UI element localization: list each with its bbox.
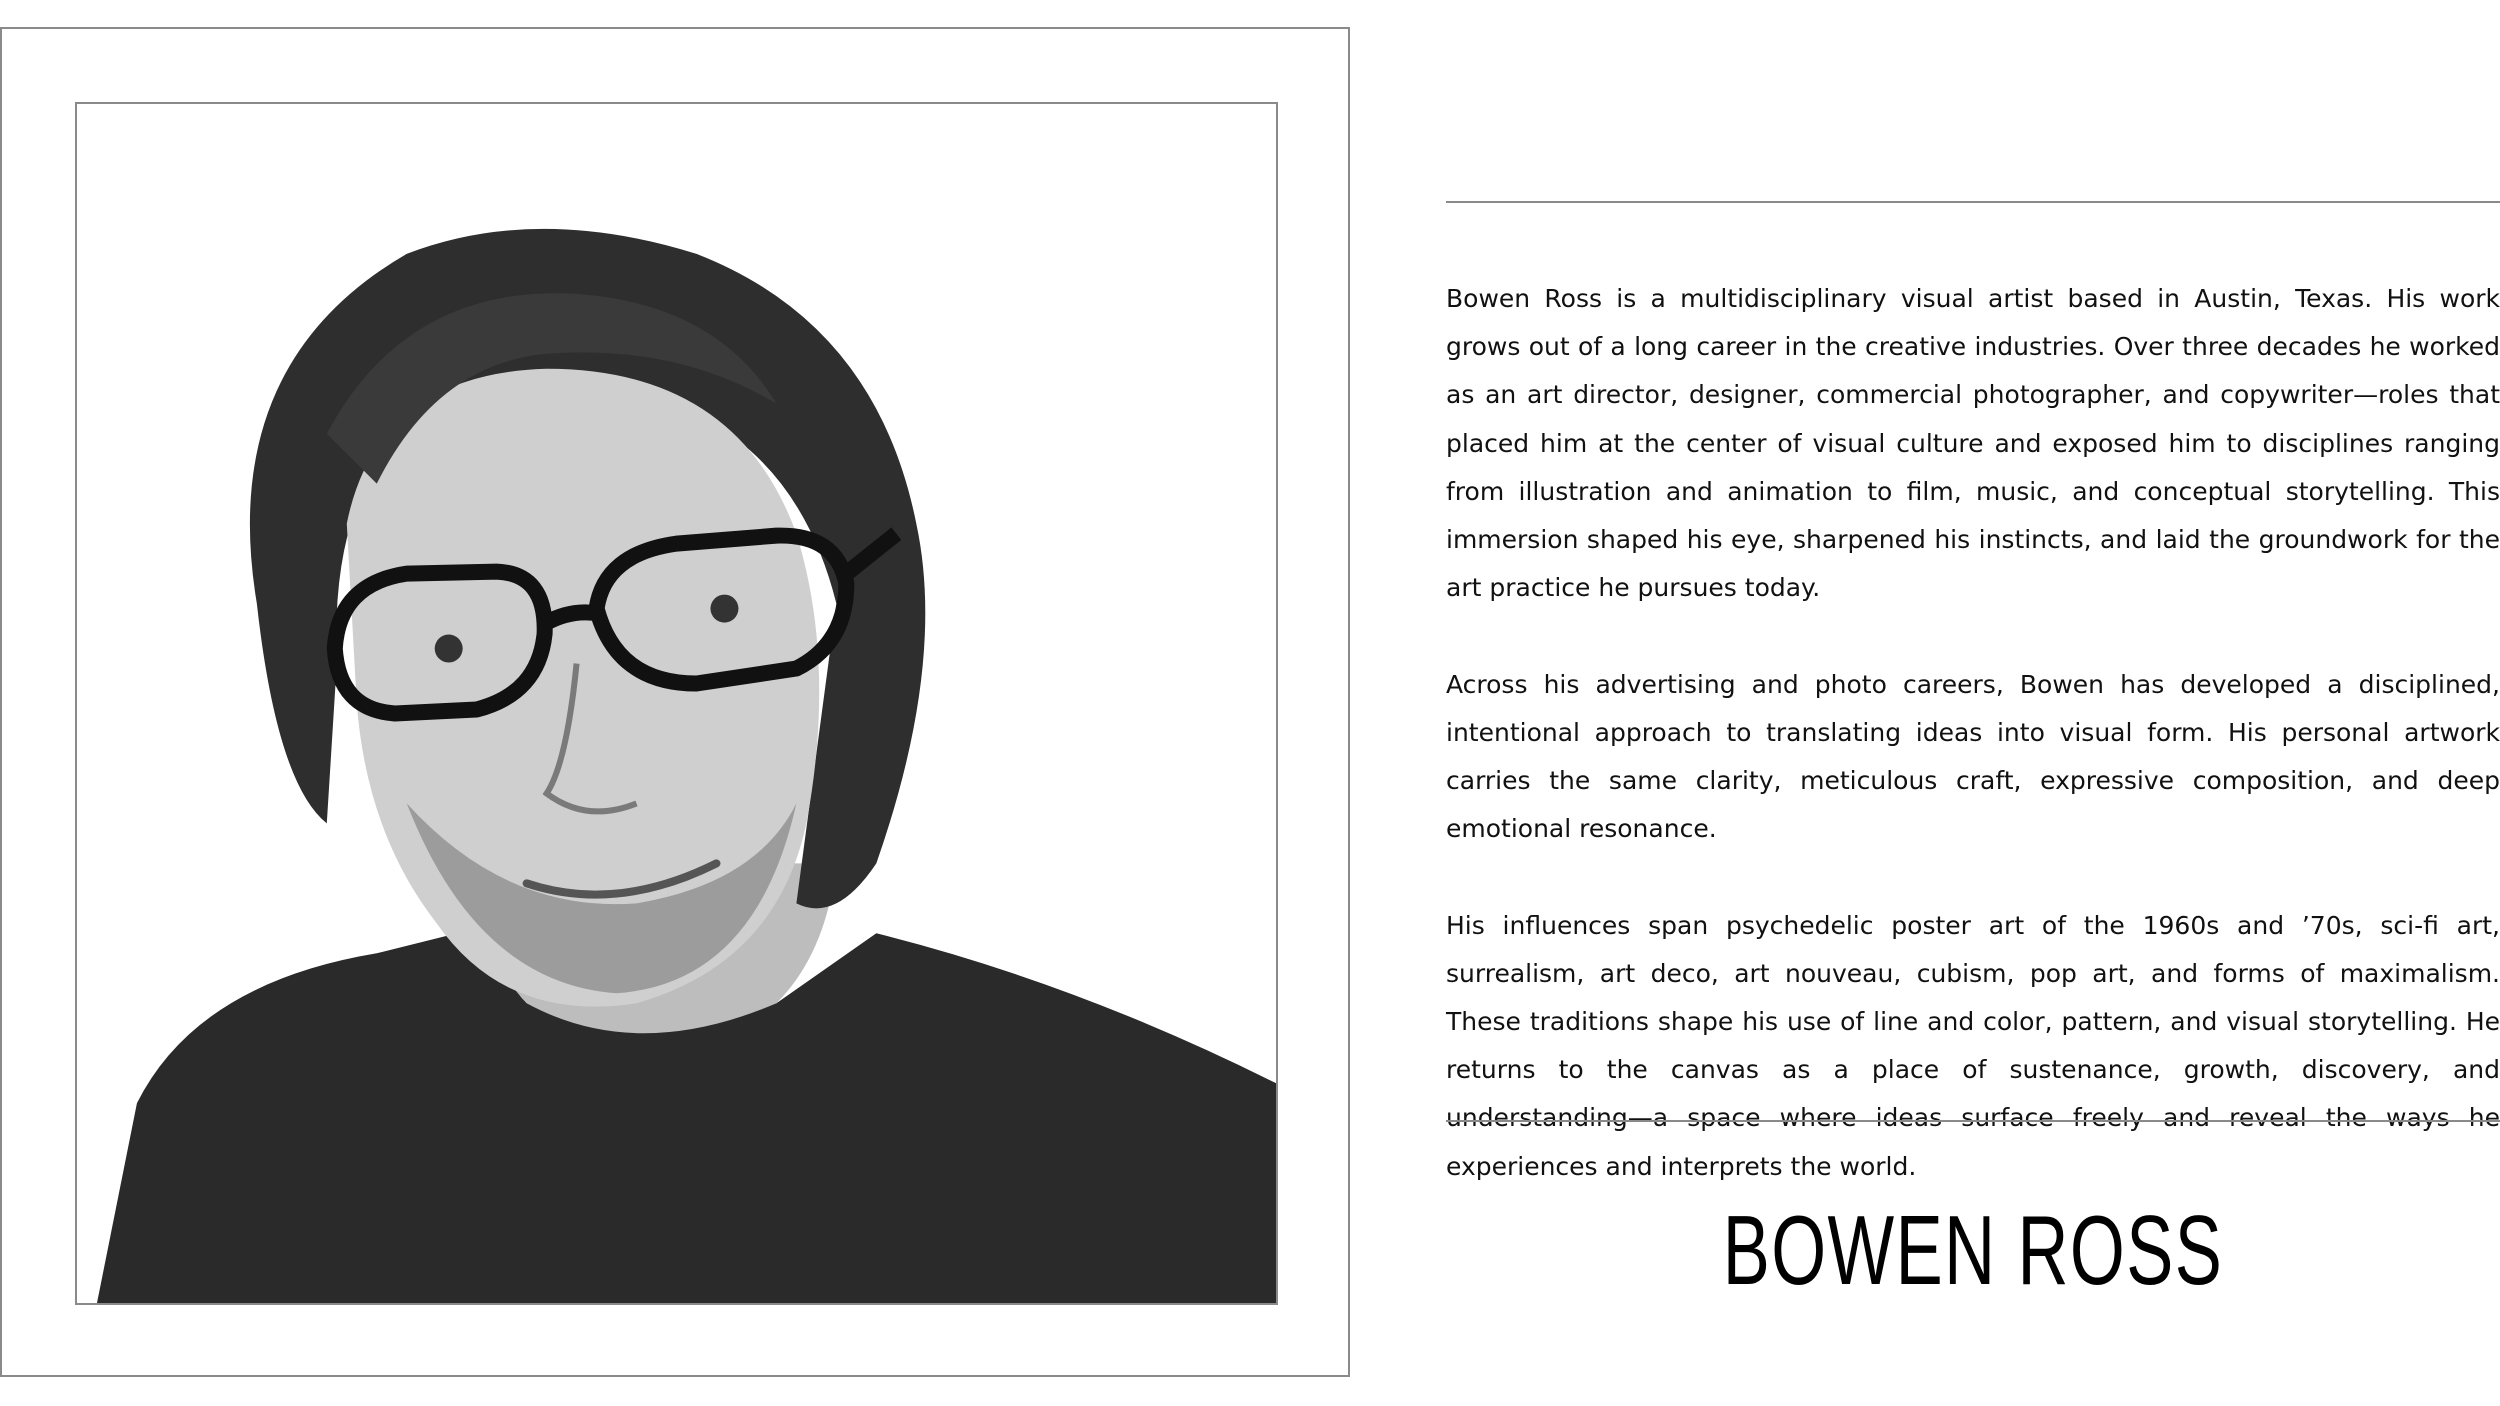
portrait-photo bbox=[75, 102, 1278, 1305]
portrait-illustration bbox=[77, 104, 1276, 1303]
artist-bio bbox=[1446, 275, 2500, 1191]
bio-paragraph-2: Across his advertising and photo careers, Bowen has developed a disciplined, intentional approach to translating ideas into visual form. His personal artwork carries the same clarity, meticulous craft, expressive composition, and deep emotional resonance. bbox=[1446, 669, 2500, 844]
bio-paragraph-3: His influences span psychedelic poster art of the 1960s and ’70s, sci-fi art, surrealism, art deco, art nouveau, cubism, pop art, and forms of maximalism. These traditions shape his use of line and color, pattern, and visual storytelling. He returns to the canvas as a place of sustenance, growth, discovery, and understanding—a space where ideas surface freely and reveal the ways he experiences and interprets the world. bbox=[1446, 910, 2500, 1181]
artist-name: BOWEN ROSS bbox=[1722, 1195, 2224, 1305]
bio-paragraph-1: Bowen Ross is a multidisciplinary visual artist based in Austin, Texas. His work grows out of a long career in the creative industries. Over three decades he worked as an art director, designer, commercial photographer, and copywriter—roles that placed him at the center of visual culture and exposed him to disciplines ranging from illustration and animation to film, music, and conceptual storytelling. This immersion shaped his eye, sharpened his instincts, and laid the groundwork for the art practice he pursues today. bbox=[1446, 284, 2500, 603]
bottom-divider bbox=[1446, 1120, 2500, 1122]
top-divider bbox=[1446, 201, 2500, 203]
